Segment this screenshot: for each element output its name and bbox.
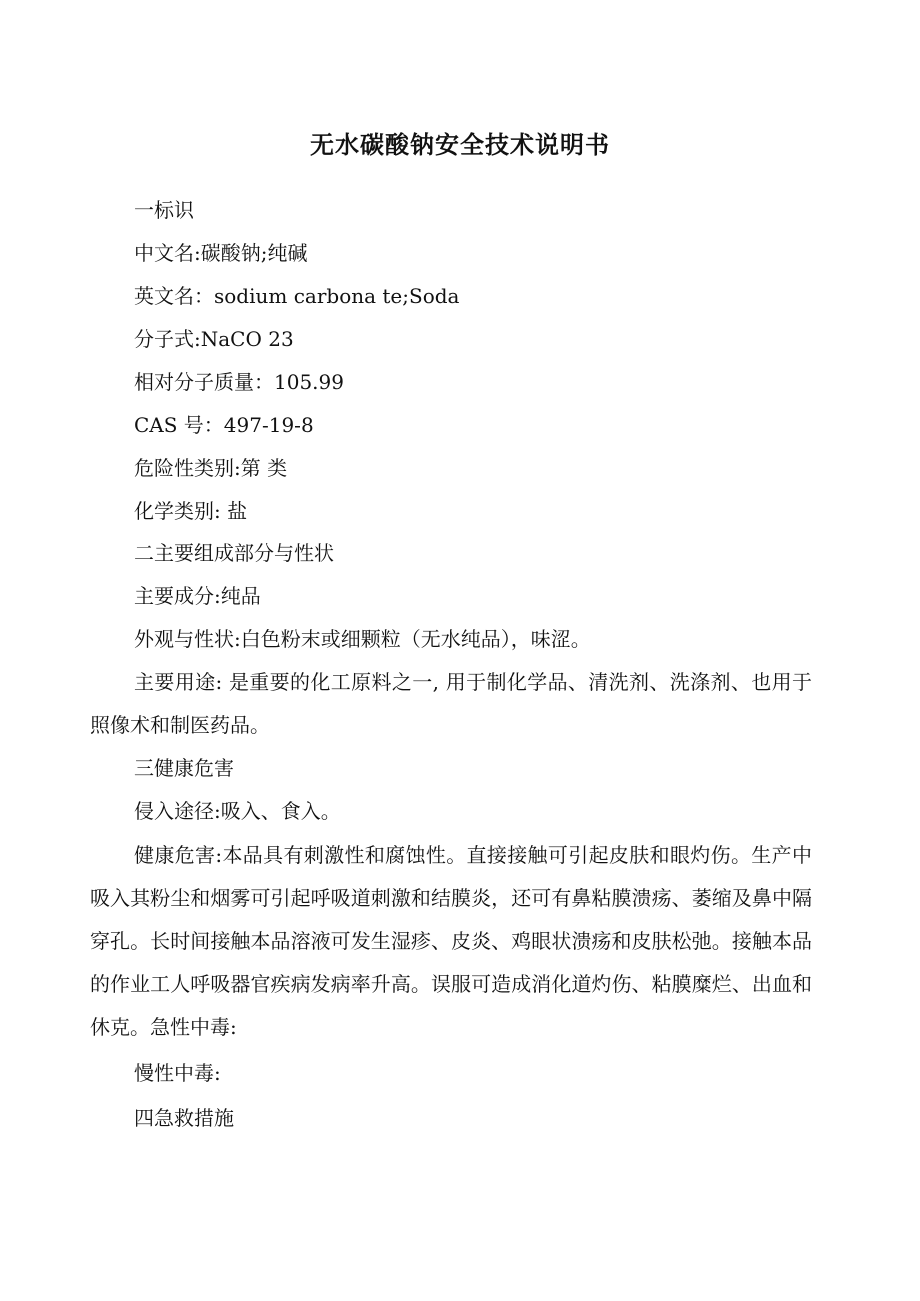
chemical-class: 化学类别: 盐 — [134, 499, 248, 523]
document-title: 无水碳酸钠安全技术说明书 — [310, 130, 610, 159]
section-heading-health: 三健康危害 — [134, 756, 234, 780]
english-name: 英文名：sodium carbona te;Soda — [134, 284, 460, 308]
entry-route: 侵入途径:吸入、食入。 — [134, 799, 341, 823]
health-line: 吸入其粉尘和烟雾可引起呼吸道刺激和结膜炎，还可有鼻粘膜溃疡、萎缩及鼻中隔 — [90, 886, 812, 910]
chinese-name: 中文名:碳酸钠;纯碱 — [134, 241, 308, 265]
section-heading-identification: 一标识 — [134, 198, 194, 222]
section-heading-composition: 二主要组成部分与性状 — [134, 541, 334, 565]
cas-number: CAS 号：497-19-8 — [134, 413, 314, 437]
molecular-weight: 相对分子质量：105.99 — [134, 370, 344, 394]
usage-line: 主要用途: 是重要的化工原料之一, 用于制化学品、清洗剂、洗涤剂、也用于 — [134, 670, 812, 694]
health-line: 健康危害:本品具有刺激性和腐蚀性。直接接触可引起皮肤和眼灼伤。生产中 — [134, 843, 812, 867]
main-component: 主要成分:纯品 — [134, 584, 261, 608]
chronic-poisoning: 慢性中毒: — [134, 1061, 221, 1085]
health-hazard-paragraph — [90, 843, 812, 1058]
health-line: 休克。急性中毒: — [90, 1015, 237, 1039]
health-line: 穿孔。长时间接触本品溶液可发生湿疹、皮炎、鸡眼状溃疡和皮肤松弛。接触本品 — [90, 929, 812, 953]
hazard-class: 危险性类别:第 类 — [134, 456, 288, 480]
usage-line: 照像术和制医药品。 — [90, 713, 270, 737]
appearance: 外观与性状:白色粉末或细颗粒（无水纯品），味涩。 — [134, 627, 591, 651]
usage-paragraph — [90, 670, 812, 756]
health-line: 的作业工人呼吸器官疾病发病率升高。误服可造成消化道灼伤、粘膜糜烂、出血和 — [90, 972, 812, 996]
molecular-formula: 分子式:NaCO 23 — [134, 327, 294, 351]
section-heading-first-aid: 四急救措施 — [134, 1106, 234, 1130]
